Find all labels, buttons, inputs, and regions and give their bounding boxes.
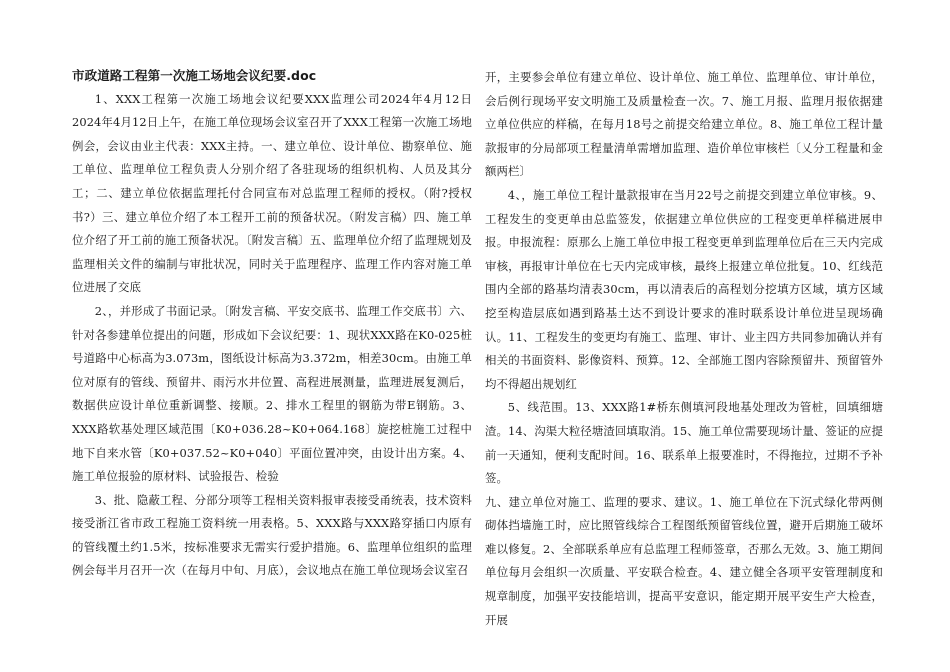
paragraph-3-continued: 开，主要参会单位有建立单位、设计单位、施工单位、监理单位、审计单位，会后例行现场平安文明施工及质量检查一次。7、施工月报、监理月报依据建立单位供应的样稿，在每月18号之前提交给建立单位。8、施工单位工程计量款报审的分局部项工程量清单需增加监理、造价单位审核栏〔乂分工程量和金额两栏〕 [485, 70, 883, 179]
paragraph-4: 4、，施工单位工程计量款报审在当月22号之前提交到建立单位审核。9、工程发生的变更单由总监签发，依据建立单位供应的工程变更单样稿进展申报。申报流程：原那么上施工单位申报工程变更单到监理单位后在三天内完成审核，再报审计单位在七天内完成审核，最终上报建立单位批复。10、红线范围内全部的路基均清表30cm，再以清表后的高程划分挖填方区域，填方区域挖至构造层底如遇到路基土达不到设计要求的准时联系设计单位进呈现场确认。11、工程发生的变更均有施工、监理、审计、业主四方共同参加确认并有相关的书面资料、影像资料、预算。12、全部施工图内容除预留井、预留管外均不得超出规划红 [485, 187, 883, 391]
paragraph-5: 5、线范围。13、XXX路1#桥东侧填河段地基处理改为管桩，回填细塘渣。14、沟渠大粒径塘渣回填取消。15、施工单位需要现场计量、签证的应提前一天通知，便利支配时间。16、联系单上报要准时，不得拖拉，过期不予补签。 [485, 400, 883, 486]
paragraph-3: 3、批、隐蔽工程、分部分项等工程相关资料报审表接受甬统表，技术资料接受浙江省市政工程施工资料统一用表格。5、XXX路与XXX路穿插口内原有的管线覆土约1.5米，按标准要求无需实行爱护措施。6、监理单位组织的监理例会每半月召开一次（在每月中旬、月底），会议地点在施工单位现场会议室召 [72, 492, 472, 578]
left-column [72, 64, 472, 583]
section-nine-paragraph: 九、建立单位对施工、监理的要求、建议。1、施工单位在下沉式绿化带两侧砌体挡墙施工时，应比照管线综合工程图纸预留管线位置，避开后期施工破坏难以修复。2、全部联系单应有总监理工程师签章，否那么无效。3、施工期间单位每月会组织一次质量、平安联合检查。4、建立健全各项平安管理制度和规章制度，加强平安技能培训，提高平安意识，能定期开展平安生产大检查，开展 [485, 494, 883, 627]
right-column [485, 66, 883, 632]
document-title: 市政道路工程第一次施工场地会议纪要.doc [72, 68, 317, 83]
paragraph-1: 1、XXX工程第一次施工场地会议纪要XXX监理公司2024年4月12日2024年4月12日上午，在施工单位现场会议室召开了XXX工程第一次施工场地例会，会议由业主代表：XXX主持。一、建立单位、设计单位、勘察单位、施工单位、监理单位工程负责人分别介绍了各驻现场的组织机构、人员及其分工；二、建立单位依据监理托付合同宣布对总监理工程师的授权。（附?授权书?）三、建立单位介绍了本工程开工前的预备状况。（附发言稿）四、施工单位介绍了开工前的施工预备状况。〔附发言稿〕五、监理单位介绍了监理规划及监理相关文件的编制与审批状况，同时关于监理程序、监理工作内容对施工单位进展了交底 [72, 91, 472, 295]
paragraph-2: 2、，并形成了书面记录。〔附发言稿、平安交底书、监理工作交底书〕六、针对各参建单位提出的问题，形成如下会议纪要：1、现状XXX路在K0-025桩号道路中心标高为3.073m，图纸设计标高为3.372m，相差30cm。由施工单位对原有的管线、预留井、雨污水井位置、高程进展测量，监理进展复测后，数据供应设计单位重新调整、接顺。2、排水工程里的钢筋为带E钢筋。3、XXX路软基处理区域范围〔K0+036.28~K0+064.168〕旋挖桩施工过程中地下自来水管〔K0+037.52~K0+040〕平面位置冲突，由设计出方案。4、施工单位报验的原材料、试验报告、检验 [72, 303, 472, 484]
